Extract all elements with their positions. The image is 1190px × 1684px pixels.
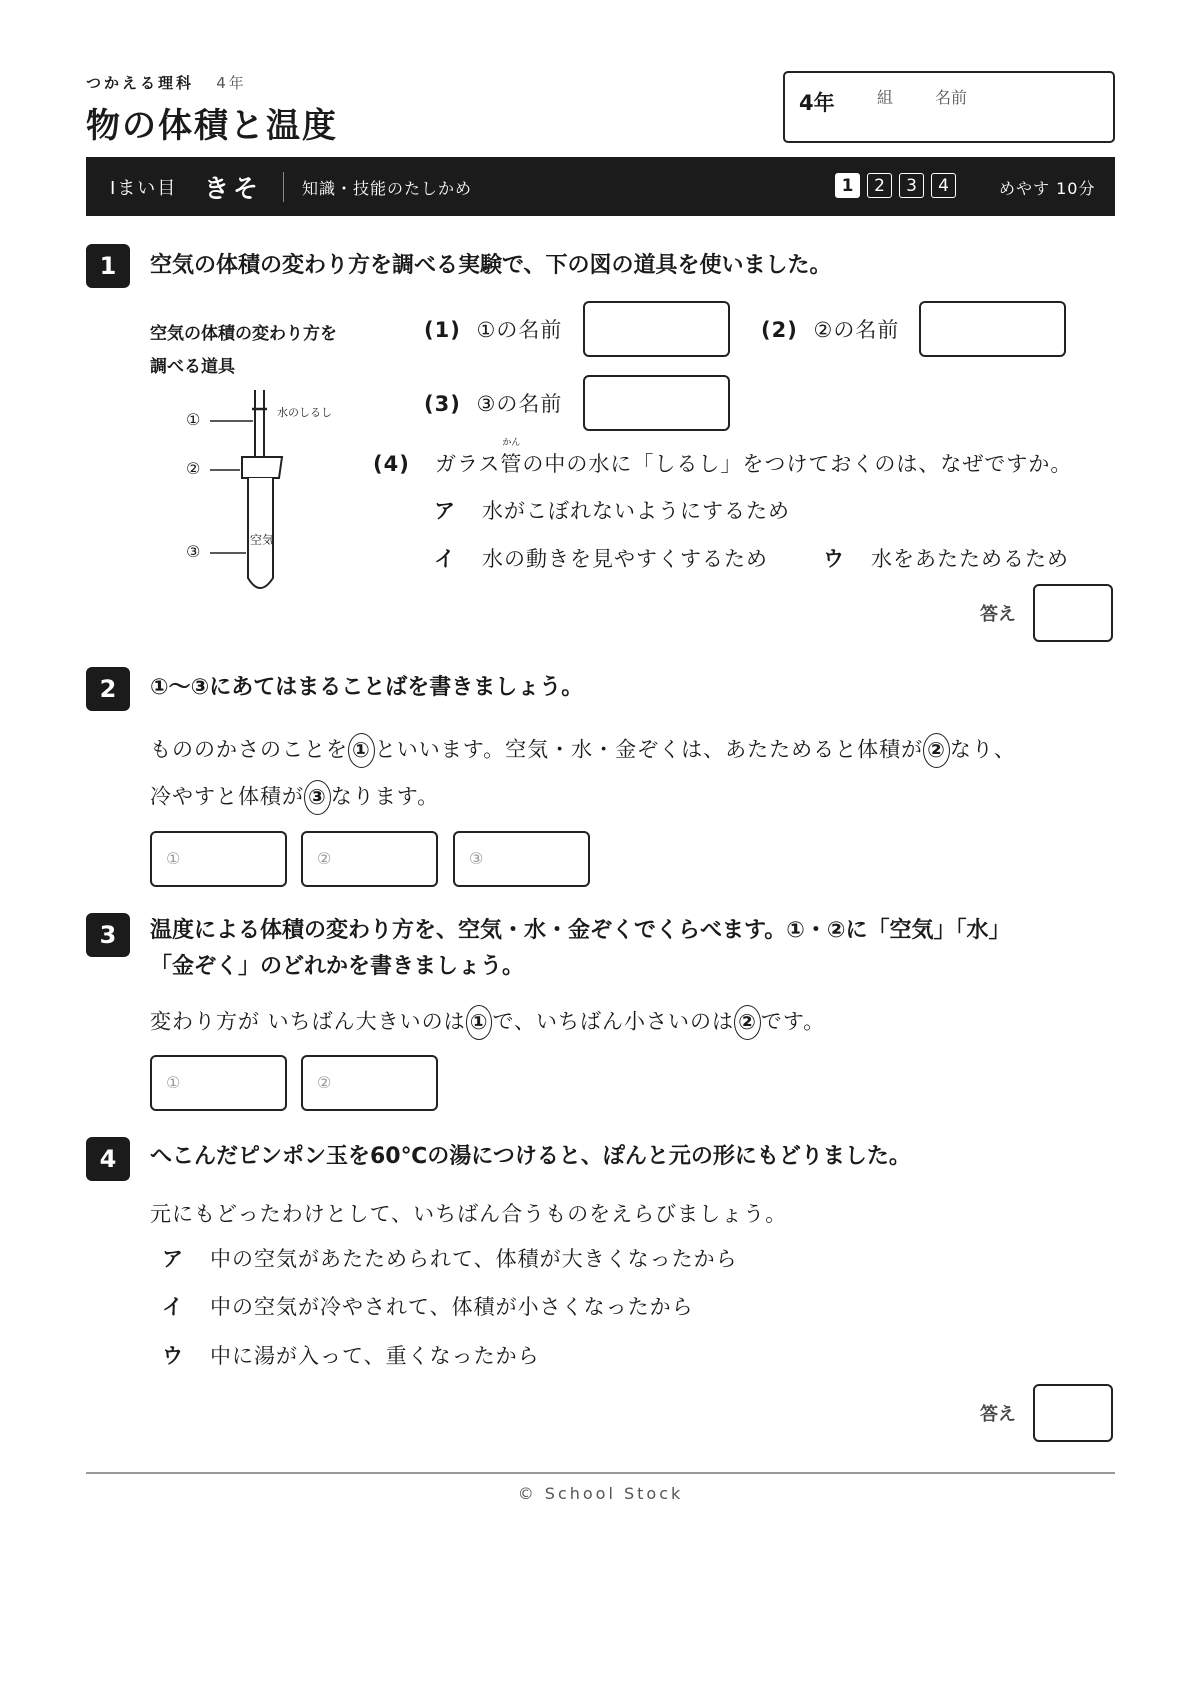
q3-blank-2: ②: [734, 1005, 761, 1040]
question-3-number: 3: [86, 913, 130, 957]
q1-option-a-letter: ア: [434, 499, 456, 523]
q1-sub4-ruby: かん: [502, 438, 521, 448]
q4-answer-label: 答え: [980, 1404, 1016, 1425]
question-4-title: へこんだピンポン玉を60℃の湯につけると、ぽんと元の形にもどりました。: [150, 1144, 911, 1169]
q1-option-c-letter: ウ: [823, 547, 845, 571]
banner: [86, 157, 1115, 216]
q1-option-b-text: 水の動きを見やすくするため: [482, 547, 768, 571]
test-tube-diagram: [180, 390, 360, 600]
q3-answer-box-1-hint: ①: [166, 1073, 181, 1092]
q2-line-1: [150, 733, 1016, 768]
q3-answer-box-2[interactable]: [301, 1055, 438, 1111]
q4-prompt: 元にもどったわけとして、いちばん合うものをえらびましょう。: [150, 1202, 788, 1226]
q2-blank-3: ③: [304, 780, 331, 815]
q1-sub3-answer-box[interactable]: [583, 375, 730, 431]
q4-option-b-text: 中の空気が冷やされて、体積が小さくなったから: [210, 1295, 694, 1319]
q1-sub4-ruby-group: [500, 438, 523, 478]
q1-sub3-text: ③の名前: [476, 392, 563, 416]
series-name: つかえる理科: [86, 74, 195, 92]
figure-mark-1: ①: [186, 410, 201, 429]
page-button-1[interactable]: 1: [835, 173, 860, 198]
q2-line1-c: なり、: [949, 737, 1016, 762]
figure-caption: [150, 318, 337, 384]
q4-option-c-letter: ウ: [162, 1344, 184, 1368]
q2-answer-box-2-hint: ②: [317, 849, 332, 868]
q3-line-a: 変わり方が いちばん大きいのは: [150, 1009, 466, 1034]
name-box-class-label: 組: [877, 88, 894, 107]
q4-option-a-letter: ア: [162, 1247, 184, 1271]
page-button-4[interactable]: 4: [931, 173, 956, 198]
q2-line1-a: もののかさのことを: [150, 737, 348, 762]
footer-copyright: © School Stock: [517, 1484, 684, 1503]
q1-sub2-num: (2): [761, 318, 798, 342]
banner-level: きそ: [204, 174, 263, 203]
page-title: 物の体積と温度: [86, 106, 338, 146]
page-button-2[interactable]: 2: [867, 173, 892, 198]
page-selector: [828, 173, 956, 198]
q1-option-b: [434, 543, 768, 573]
q1-sub2: [761, 314, 899, 344]
q4-answer-box[interactable]: [1033, 1384, 1113, 1442]
q2-line2-b: なります。: [330, 784, 440, 809]
q1-sub3: [424, 388, 562, 418]
q1-sub1-num: (1): [424, 318, 461, 342]
q4-option-b-letter: イ: [162, 1295, 184, 1319]
q1-sub4: [373, 438, 1073, 478]
q1-sub1-text: ①の名前: [476, 318, 563, 342]
q1-option-a-text: 水がこぼれないようにするため: [482, 499, 790, 523]
q1-answer-label: 答え: [980, 604, 1016, 625]
q3-line-c: です。: [760, 1009, 826, 1034]
figure-mark-3: ③: [186, 542, 201, 561]
q1-sub2-text: ②の名前: [813, 318, 900, 342]
q1-sub4-num: (4): [373, 452, 410, 476]
figure-caption-line1: 空気の体積の変わり方を: [150, 324, 337, 344]
name-box-name-label: 名前: [935, 88, 968, 107]
banner-time: めやす 10分: [999, 179, 1096, 198]
banner-divider: [283, 172, 284, 202]
q4-option-c: [162, 1340, 540, 1370]
q1-sub2-answer-box[interactable]: [919, 301, 1066, 357]
banner-sheet: Iまい目: [110, 178, 178, 199]
q1-sub1: [424, 314, 562, 344]
question-3-title: [150, 913, 1011, 985]
q3-line-b: で、いちばん小さいのは: [492, 1009, 735, 1034]
name-box[interactable]: [783, 71, 1115, 143]
figure-caption-line2: 調べる道具: [150, 357, 235, 377]
figure-mark-2: ②: [186, 459, 201, 478]
footer-divider: [86, 1472, 1115, 1474]
q2-line-2: [150, 780, 439, 815]
q1-option-a: [434, 495, 790, 525]
q2-answer-box-3-hint: ③: [469, 849, 484, 868]
q3-answer-box-2-hint: ②: [317, 1073, 332, 1092]
q1-option-c: [823, 543, 1069, 573]
q4-option-b: [162, 1291, 694, 1321]
q1-option-c-text: 水をあたためるため: [871, 547, 1069, 571]
series-label: [86, 72, 247, 93]
page-button-3[interactable]: 3: [899, 173, 924, 198]
q2-blank-1: ①: [348, 733, 375, 768]
question-2-title: ①〜③にあてはまることばを書きましょう。: [150, 675, 584, 700]
q2-answer-box-1[interactable]: [150, 831, 287, 887]
name-box-grade: 4年: [799, 91, 835, 115]
q2-answer-box-3[interactable]: [453, 831, 590, 887]
q3-answer-box-1[interactable]: [150, 1055, 287, 1111]
question-1-number: 1: [86, 244, 130, 288]
q1-option-b-letter: イ: [434, 547, 456, 571]
q2-line1-b: といいます。空気・水・金ぞくは、あたためると体積が: [374, 737, 924, 762]
question-3-title-line2: 「金ぞく」のどれかを書きましょう。: [150, 954, 525, 979]
q2-answer-box-2[interactable]: [301, 831, 438, 887]
question-2-number: 2: [86, 667, 130, 711]
q1-sub4-text-before: ガラス: [435, 452, 501, 476]
q1-answer-box[interactable]: [1033, 584, 1113, 642]
figure-water-mark-label: 水のしるし: [277, 406, 332, 419]
question-4-number: 4: [86, 1137, 130, 1181]
q1-sub4-text-after: の中の水に「しるし」をつけておくのは、なぜですか。: [522, 452, 1073, 476]
q4-option-a-text: 中の空気があたためられて、体積が大きくなったから: [210, 1247, 738, 1271]
q1-sub1-answer-box[interactable]: [583, 301, 730, 357]
question-3-title-line1: 温度による体積の変わり方を、空気・水・金ぞくでくらべます。①・②に「空気」「水」: [150, 918, 1011, 943]
q3-line: [150, 1005, 825, 1040]
q1-sub4-kanji: 管: [500, 452, 523, 476]
q2-line2-a: 冷やすと体積が: [150, 784, 304, 809]
q4-option-c-text: 中に湯が入って、重くなったから: [210, 1344, 540, 1368]
banner-subtitle: 知識・技能のたしかめ: [302, 179, 473, 198]
series-grade: 4年: [216, 74, 247, 92]
q3-blank-1: ①: [466, 1005, 493, 1040]
q2-blank-2: ②: [923, 733, 950, 768]
q1-sub3-num: (3): [424, 392, 461, 416]
figure-air-label: 空気: [250, 533, 275, 547]
q2-answer-box-1-hint: ①: [166, 849, 181, 868]
question-1-title: 空気の体積の変わり方を調べる実験で、下の図の道具を使いました。: [150, 253, 832, 278]
q4-option-a: [162, 1243, 738, 1273]
